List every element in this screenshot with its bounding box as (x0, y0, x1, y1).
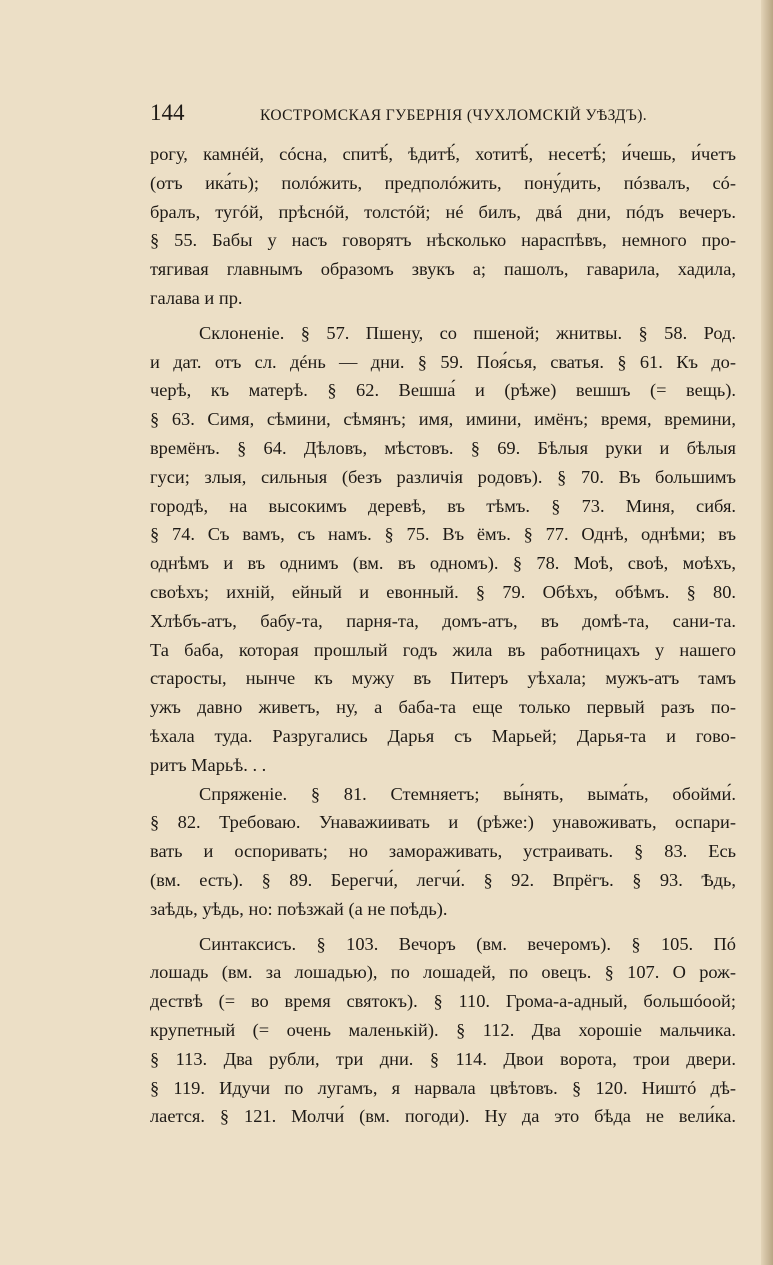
text-line: § 63. Симя, сѣмини, сѣмянъ; имя, имини, имёнъ; время, времини, (150, 409, 736, 430)
text-body (150, 140, 736, 1131)
text-line: Спряженіе. § 81. Стемняетъ; вы́нять, выма́ть, обойми́. (199, 783, 736, 804)
text-line: Та баба, которая прошлый годъ жила въ работницахъ у нашего (150, 639, 736, 660)
text-line: дествѣ (= во время святокъ). § 110. Грома-а-адный, большóоой; (150, 991, 736, 1012)
text-line: лошадь (вм. за лошадью), по лошадей, по овецъ. § 107. О рож- (150, 962, 736, 983)
text-line: (вм. есть). § 89. Берегчи́, легчи́. § 92. Впрёгъ. § 93. Ѣдь, (150, 869, 736, 890)
text-line: старосты, нынче къ мужу въ Питеръ уѣхала; мужъ-атъ тамъ (150, 668, 736, 689)
page-number: 144 (150, 100, 185, 125)
text-line: бралъ, тугóй, прѣснóй, толстóй; нé билъ, двá дни, пóдъ вечеръ. (150, 201, 736, 222)
text-line: своѣхъ; ихній, ейный и евонный. § 79. Обѣхъ, обѣмъ. § 80. (150, 581, 736, 602)
text-line: ѣхала туда. Разругались Дарья съ Марьей; Дарья-та и гово- (150, 725, 736, 746)
running-head: КОСТРОМСКАЯ ГУБЕРНІЯ (ЧУХЛОМСКІЙ УѢЗДЪ). (260, 107, 648, 124)
text-line: § 119. Идучи по лугамъ, я нарвала цвѣтовъ. § 120. Ништó дѣ- (150, 1077, 736, 1098)
book-page (150, 100, 736, 1131)
text-line: галава и пр. (150, 287, 243, 308)
text-line: времёнъ. § 64. Дѣловъ, мѣстовъ. § 69. Бѣлыя руки и бѣлыя (150, 437, 736, 458)
text-line: ужъ давно живетъ, ну, а баба-та еще только первый разъ по- (150, 697, 736, 718)
text-line: городѣ, на высокимъ деревѣ, въ тѣмъ. § 73. Миня, сибя. (150, 495, 736, 516)
text-line: (отъ ика́ть); полóжить, предполóжить, пону́дить, пóзвалъ, сó- (150, 172, 736, 193)
text-line: однѣмъ и въ однимъ (вм. въ одномъ). § 78. Моѣ, своѣ, моѣхъ, (150, 553, 736, 574)
text-line: гуси; злыя, сильныя (безъ различія родовъ). § 70. Въ большимъ (150, 466, 736, 487)
text-line: заѣдь, уѣдь, но: поѣзжай (а не поѣдь). (150, 898, 448, 919)
text-line: § 55. Бабы у насъ говорятъ нѣсколько нараспѣвъ, немного про- (150, 230, 736, 251)
text-line: черѣ, къ матерѣ. § 62. Вешша́ и (рѣже) вешшъ (= вещь). (150, 380, 736, 401)
text-line: Хлѣбъ-атъ, бабу-та, парня-та, домъ-атъ, въ домѣ-та, сани-та. (150, 610, 736, 631)
book-spine-shadow (761, 0, 773, 1265)
text-line: § 74. Съ вамъ, съ намъ. § 75. Въ ёмъ. § 77. Однѣ, однѣми; въ (150, 524, 736, 545)
text-line: тягивая главнымъ образомъ звукъ а; пашолъ, гаварила, хадила, (150, 259, 736, 280)
text-line: и дат. отъ сл. дéнь — дни. § 59. Поя́сья, сватья. § 61. Къ до- (150, 351, 736, 372)
text-line: вать и оспоривать; но замораживать, устраивать. § 83. Есь (150, 841, 736, 862)
text-line: рогу, камнéй, сóсна, спитѣ́, ѣдитѣ́, хотитѣ́, несетѣ́; и́чешь, и́четъ (150, 144, 736, 164)
text-line: Синтаксисъ. § 103. Вечоръ (вм. вечеромъ). § 105. Пó (199, 933, 736, 954)
text-line: § 113. Два рубли, три дни. § 114. Двои ворота, трои двери. (150, 1048, 736, 1069)
text-line: ритъ Марьѣ. . . (150, 754, 267, 775)
text-line: крупетный (= очень маленькій). § 112. Два хорошіе мальчика. (150, 1019, 736, 1040)
text-line: Склоненіе. § 57. Пшену, со пшеной; жнитвы. § 58. Род. (199, 322, 736, 343)
text-line: лается. § 121. Молчи́ (вм. погоди). Ну да это бѣда не вели́ка. (150, 1106, 736, 1127)
text-line: § 82. Требоваю. Унаважиивать и (рѣже:) унавоживать, оспари- (150, 812, 736, 833)
page-header (150, 100, 736, 132)
